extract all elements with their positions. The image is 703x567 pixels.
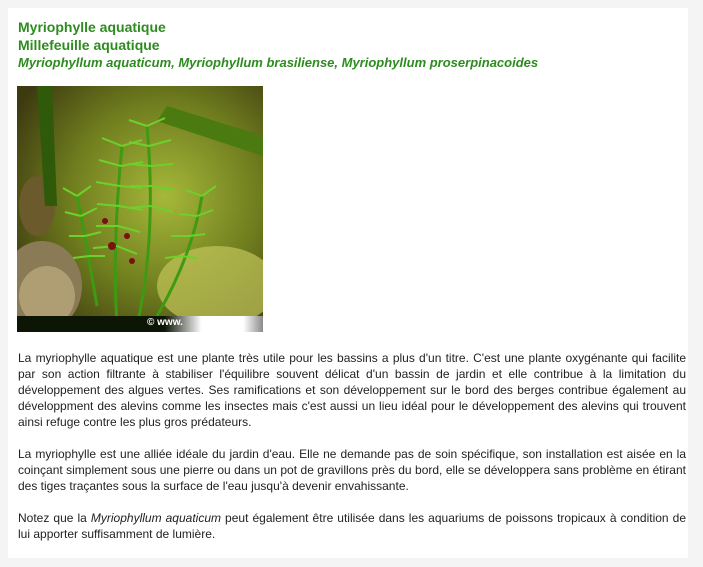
paragraph-3-start: Notez que la [18, 511, 91, 525]
article-body [18, 350, 686, 558]
paragraph-1: La myriophylle aquatique est une plante très utile pour les bassins a plus d'un titre. C'est une plante oxygénante qui facilite par son action filtrante à stabiliser l'équilibre souvent délicat d'un bassin de jardin et elle contribue à la limitation du développement des algues vertes. Ses ramifications et son développement sur le bord des berges contribue également au développment des alevins comme les insectes mais c'est aussi un lieu idéal pour le développement des alevins qui trouvent ainsi refuge contre les plus gros prédateurs. [18, 351, 686, 429]
heading-block [18, 18, 538, 72]
photo-watermark [17, 316, 263, 332]
plant-photo [17, 86, 263, 332]
species-name-italic: Myriophyllum aquaticum [90, 511, 221, 525]
paragraph-2: La myriophylle est une alliée idéale du jardin d'eau. Elle ne demande pas de soin spécifique, son installation est aisée en la coinçant simplement sous une pierre ou dans un pot de gravillons près du bord, elle se développera sans problème en étirant des tiges traçantes sous la surface de l'eau jusqu'à devenir envahissante. [18, 447, 686, 493]
paragraph-3 [18, 510, 686, 542]
alternate-name-title: Millefeuille aquatique [18, 37, 160, 53]
common-name-title: Myriophylle aquatique [18, 19, 166, 35]
paragraph-3-end: peut également être utilisée dans les aquariums de poissons tropicaux à condition de lui apporter suffisamment de lumière. [18, 511, 686, 541]
watermark-text: © www. [147, 317, 183, 328]
content-card [8, 8, 688, 558]
scientific-names: Myriophyllum aquaticum, Myriophyllum brasiliense, Myriophyllum proserpinacoides [18, 55, 539, 70]
